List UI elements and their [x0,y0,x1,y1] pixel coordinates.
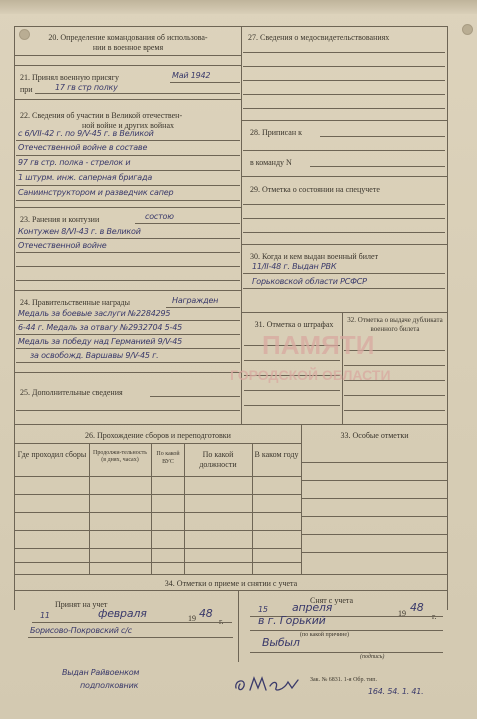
form-rule-line [16,348,240,349]
form-rule-line [14,476,301,477]
form-rule-line [243,288,445,289]
wound-line-2: Контужен 8/VI-43 г. в Великой [18,227,141,236]
wound-line-1: состою [145,212,174,221]
form-rule-line [241,176,447,177]
section-32-title: 32. Отметка о выдаче дубликата военного билета [347,316,443,333]
form-rule-line [243,204,445,205]
form-rule-line [16,238,240,239]
war-line-2: Отечественной войне в составе [18,143,148,152]
form-rule-line [250,630,443,631]
form-rule-line [243,232,445,233]
col-duration: Продолжи-тельность (в днях, часах) [93,450,147,463]
form-rule-line [244,405,340,406]
section-30-title: 30. Когда и кем выдан военный билет [250,252,379,261]
issued-by-line-2: подполковник [80,681,139,690]
form-rule-line [244,390,340,391]
removed-place: в г. Горький [258,614,326,627]
col-year: В каком году [254,450,299,459]
form-rule-line [16,334,240,335]
form-rule-line [238,590,239,662]
oath-unit: 17 гв стр полку [55,83,118,92]
form-rule-line [302,516,447,517]
signature-caption: (подпись) [360,654,385,660]
accepted-place: Борисово-Покровский с/с [30,626,132,635]
form-rule-line [16,170,240,171]
section-22-title-cont: ной войне и других войнах [81,121,175,130]
handwritten-signature [232,672,302,696]
form-rule-line [320,136,445,137]
form-rule-line [14,443,301,444]
accepted-month: февраля [98,607,147,620]
form-rule-line [14,590,447,591]
form-rule-line [16,140,240,141]
form-rule-line [241,312,447,313]
form-rule-line [14,512,301,513]
watermark-line-1: ПАМЯТИ [262,330,375,360]
form-rule-line [16,362,240,363]
award-line-2: Медаль за боевые заслуги №2284295 [18,309,171,318]
war-line-4: 1 штурм. инж. саперная бригада [18,173,153,182]
section-26-title: 26. Прохождение сборов и переподготовки [85,431,231,440]
print-order-note: Зак. № 6831. 1-я Обр. тип. [310,677,377,683]
watermark-line-2: ГОРОДСКОЙ ОБЛАСТИ [230,367,391,383]
ticket-issued-line-1: 11/II-48 г. Выдан РВК [252,262,337,271]
form-rule-line [16,252,240,253]
removed-label: Снят с учета [310,596,354,605]
form-rule-line [14,372,241,373]
col-position: По какой должности [199,450,237,469]
center-divider [241,26,242,424]
form-rule-line [16,200,240,201]
section-33-title: 33. Особые отметки [340,431,409,440]
removed-year-suffix: г. [432,612,437,621]
form-rule-line [14,207,241,208]
form-rule-line [243,150,445,151]
wound-line-3: Отечественной войне [18,241,107,250]
col-where: Где проходил сборы [17,450,87,459]
frame-top [14,26,447,27]
form-rule-line [243,80,445,81]
issued-by-line-1: Выдан Райвоенком [62,668,140,677]
section-23-title: 23. Ранения и контузии [20,215,100,224]
form-rule-line [16,155,240,156]
oath-date: Май 1942 [172,71,211,80]
form-rule-line [252,443,253,574]
form-rule-line [150,396,240,397]
section-20-title: 20. Определение командования об использова- [48,33,208,42]
form-rule-line [16,266,240,267]
form-rule-line [14,574,447,575]
accepted-year: 48 [199,607,213,620]
form-rule-line [243,94,445,95]
section-21-at: при [20,85,33,94]
form-rule-line [14,530,301,531]
removed-year-prefix: 19 [398,609,406,618]
form-rule-line [250,652,443,653]
form-rule-line [344,410,445,411]
form-rule-line [135,223,240,224]
form-rule-line [16,185,240,186]
form-rule-line [243,108,445,109]
punch-hole [462,24,473,35]
section-24-title: 24. Правительственные награды [20,298,130,307]
form-rule-line [302,498,447,499]
reason-caption: (по какой причине) [300,632,350,638]
accepted-label: Принят на учет [55,600,108,609]
form-rule-line [14,424,447,425]
section-28-title: 28. Приписан к [250,128,302,137]
form-rule-line [243,273,445,274]
section-34-title: 34. Отметки о приеме и снятии с учета [164,579,298,588]
col-vus: По какой ВУС [156,451,180,465]
section-25-title: 25. Дополнительные сведения [20,388,123,397]
form-rule-line [302,552,447,553]
form-rule-line [14,55,241,56]
form-rule-line [16,320,240,321]
form-rule-line [310,166,445,167]
section-27-title: 27. Сведения о медосвидетельствованиях [248,33,390,42]
frame-right [447,26,448,610]
award-line-1: Награжден [172,296,219,305]
section-31-title: 31. Отметка о штрафах [254,320,334,329]
form-rule-line [170,82,240,83]
section-21-title: 21. Принял военную присягу [20,73,119,82]
form-rule-line [16,410,240,411]
removed-year: 48 [410,601,424,614]
form-rule-line [241,244,447,245]
section-28-team: в команду N [250,158,292,167]
form-rule-line [14,562,301,563]
form-rule-line [302,534,447,535]
form-rule-line [28,637,233,638]
form-rule-line [344,395,445,396]
ticket-issued-line-2: Горьковской области РСФСР [252,277,367,286]
removed-month: апреля [292,601,333,614]
form-rule-line [14,548,301,549]
section-29-title: 29. Отметка о состоянии на спецучете [250,185,380,194]
form-rule-line [243,218,445,219]
accepted-day: 11 [40,611,50,620]
frame-left [14,26,15,610]
form-rule-line [14,290,241,291]
form-rule-line [302,480,447,481]
award-line-4: Медаль за победу над Германией 9/V-45 [18,337,183,346]
form-rule-line [35,93,240,94]
form-rule-line [14,494,301,495]
removed-reason: Выбыл [262,636,300,649]
form-rule-line [14,99,241,100]
war-line-5: Саниинструктором и разведчик сапер [18,188,174,197]
form-rule-line [32,622,232,623]
form-rule-line [14,65,241,66]
form-rule-line [243,52,445,53]
form-rule-line [241,120,447,121]
war-line-1: с 6/VII-42 г. по 9/V-45 г. в Великой [18,129,154,138]
paper-top-edge [0,0,477,14]
form-rule-line [344,365,445,366]
section-22-title: 22. Сведения об участии в Великой отечествен- [20,111,183,120]
form-rule-line [243,66,445,67]
removed-day: 15 [258,605,268,614]
form-rule-line [166,307,240,308]
form-rule-line [16,280,240,281]
footer-code: 164. 54. 1. 41. [368,687,424,696]
war-line-3: 97 гв стр. полка - стрелок и [18,158,131,167]
award-line-5: за освобожд. Варшавы 9/V-45 г. [30,351,159,360]
award-line-3: 6-44 г. Медаль за отвагу №2932704 5-45 [18,323,183,332]
section-20-title-cont: нии в военное время [92,43,164,52]
accepted-year-prefix: 19 [188,614,196,623]
form-rule-line [302,462,447,463]
accepted-year-suffix: г. [219,617,224,626]
